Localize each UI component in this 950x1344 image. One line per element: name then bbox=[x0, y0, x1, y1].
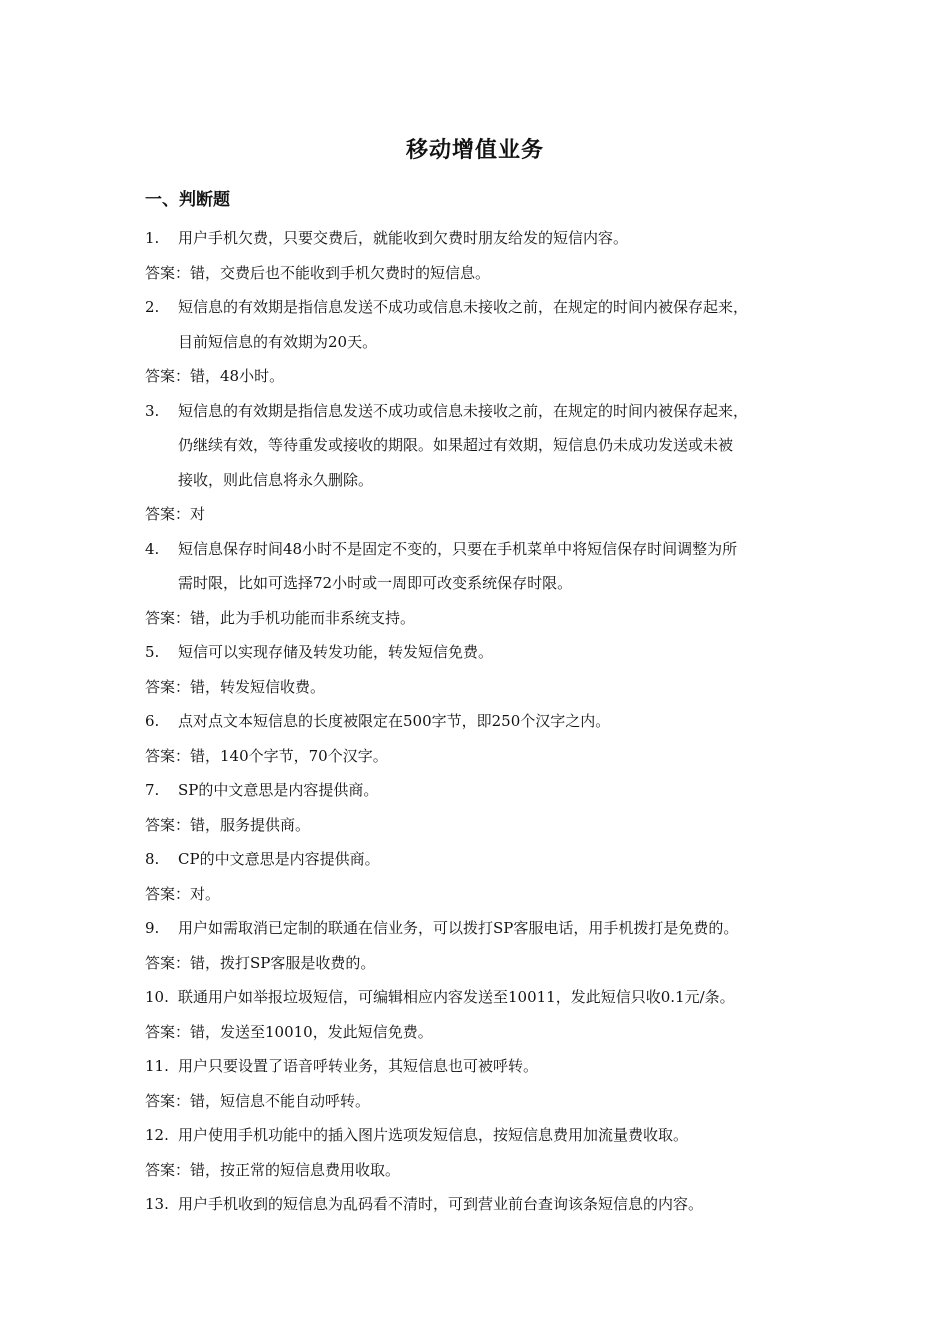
answer-text: 答案：对。 bbox=[145, 884, 221, 903]
question-text: 接收，则此信息将永久删除。 bbox=[178, 470, 374, 489]
answer-text: 答案：错，此为手机功能而非系统支持。 bbox=[145, 608, 416, 627]
question-number: 8. bbox=[145, 850, 160, 868]
answer-text: 答案：错，140个字节，70个汉字。 bbox=[145, 746, 388, 765]
question-number: 12. bbox=[145, 1126, 169, 1144]
question-text: 用户使用手机功能中的插入图片选项发短信息，按短信息费用加流量费收取。 bbox=[178, 1126, 689, 1144]
question-text: 点对点文本短信息的长度被限定在500字节，即250个汉字之内。 bbox=[178, 712, 611, 730]
question-number: 1. bbox=[145, 229, 160, 247]
question-number: 2. bbox=[145, 298, 160, 316]
question-number: 11. bbox=[145, 1057, 169, 1075]
question-text: 短信可以实现存储及转发功能，转发短信免费。 bbox=[178, 643, 494, 661]
answer-text: 答案：错，按正常的短信息费用收取。 bbox=[145, 1160, 401, 1179]
question-text: 短信息的有效期是指信息发送不成功或信息未接收之前，在规定的时间内被保存起来， bbox=[178, 401, 749, 420]
section-heading: 一、判断题 bbox=[145, 190, 230, 210]
answer-text: 答案：错，短信息不能自动呼转。 bbox=[145, 1091, 371, 1110]
answer-text: 答案：错，交费后也不能收到手机欠费时的短信息。 bbox=[145, 263, 491, 282]
question-number: 7. bbox=[145, 781, 160, 799]
answer-text: 答案：错，发送至10010，发此短信免费。 bbox=[145, 1022, 433, 1041]
question-text: 短信息的有效期是指信息发送不成功或信息未接收之前，在规定的时间内被保存起来， bbox=[178, 298, 749, 316]
question-number: 4. bbox=[145, 539, 160, 558]
question-number: 6. bbox=[145, 712, 160, 730]
question-text: CP的中文意思是内容提供商。 bbox=[178, 850, 380, 868]
document-title: 移动增值业务 bbox=[405, 138, 544, 163]
answer-text: 答案：错，48小时。 bbox=[145, 367, 285, 385]
question-text: 用户手机收到的短信息为乱码看不清时，可到营业前台查询该条短信息的内容。 bbox=[178, 1195, 704, 1213]
question-number: 5. bbox=[145, 643, 160, 661]
question-text: 用户如需取消已定制的联通在信业务，可以拨打SP客服电话，用手机拨打是免费的。 bbox=[178, 919, 739, 937]
question-text: 用户只要设置了语音呼转业务，其短信息也可被呼转。 bbox=[178, 1057, 539, 1075]
question-text: SP的中文意思是内容提供商。 bbox=[178, 781, 379, 799]
question-text: 需时限，比如可选择72小时或一周即可改变系统保存时限。 bbox=[178, 574, 573, 592]
answer-text: 答案：错，拨打SP客服是收费的。 bbox=[145, 953, 376, 972]
question-text: 用户手机欠费，只要交费后，就能收到欠费时朋友给发的短信内容。 bbox=[178, 229, 629, 247]
question-number: 13. bbox=[145, 1195, 169, 1213]
answer-text: 答案：错，服务提供商。 bbox=[145, 815, 311, 834]
question-number: 9. bbox=[145, 919, 160, 937]
answer-text: 答案：错，转发短信收费。 bbox=[145, 677, 326, 696]
question-number: 3. bbox=[145, 401, 160, 420]
question-text: 仍继续有效，等待重发或接收的期限。如果超过有效期，短信息仍未成功发送或未被 bbox=[178, 436, 734, 454]
question-text: 短信息保存时间48小时不是固定不变的，只要在手机菜单中将短信保存时间调整为所 bbox=[178, 539, 738, 558]
question-text: 目前短信息的有效期为20天。 bbox=[178, 332, 378, 351]
question-number: 10. bbox=[145, 988, 169, 1006]
answer-text: 答案：对 bbox=[145, 505, 206, 523]
question-text: 联通用户如举报垃圾短信，可编辑相应内容发送至10011，发此短信只收0.1元/条。 bbox=[178, 988, 735, 1006]
